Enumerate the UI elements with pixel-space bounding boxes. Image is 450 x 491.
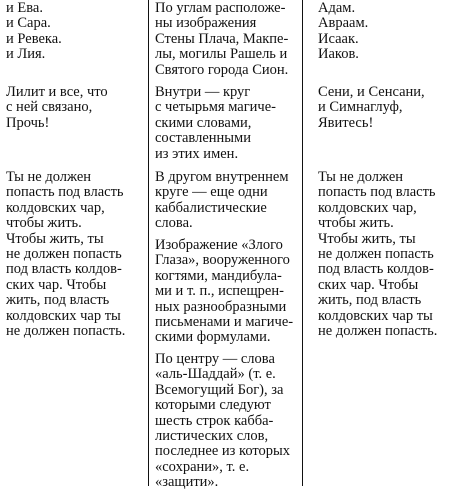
evil-eye-block: [155, 238, 294, 346]
text-line: ных разнообразными: [155, 298, 287, 315]
lilith-block: [6, 85, 140, 131]
text-line: чтобы жить.: [6, 215, 82, 232]
text-line: и Ева.: [6, 0, 43, 16]
curse-block-left: [6, 170, 140, 339]
text-line: Адам.: [318, 0, 356, 16]
text-line: колдовских чар,: [6, 199, 105, 216]
text-line: с четырьмя магиче-: [155, 99, 276, 116]
text-line: когтями, мандибула-: [155, 267, 282, 284]
text-line: и Симнаглуф,: [318, 99, 403, 116]
text-line: Авраам.: [318, 15, 369, 32]
text-line: которыми следуют: [155, 397, 271, 414]
corner-images-block: [155, 1, 294, 78]
text-line: Глаза», вооруженного: [155, 252, 290, 269]
text-line: каббалистические: [155, 199, 267, 216]
text-line: листических слов,: [155, 428, 269, 445]
center-words-block: [155, 352, 294, 491]
text-line: ны изображения: [155, 15, 257, 32]
text-line: жить, под власть: [318, 292, 422, 309]
column-left: [0, 0, 140, 488]
text-line: составленными: [155, 130, 251, 147]
text-line: попасть под власть: [6, 184, 124, 201]
text-line: попасть под власть: [318, 184, 436, 201]
text-line: колдовских чар ты: [318, 307, 433, 324]
text-line: Внутри — круг: [155, 84, 251, 100]
text-line: Святого города Сион.: [155, 61, 289, 78]
text-line: скими словами,: [155, 114, 252, 131]
text-line: ских чар. Чтобы: [6, 276, 107, 293]
text-line: Ты не должен: [6, 169, 92, 185]
column-divider-left: [148, 0, 149, 486]
text-line: Чтобы жить, ты: [6, 230, 104, 247]
text-line: колдовских чар,: [318, 199, 417, 216]
text-line: из этих имен.: [155, 145, 239, 162]
text-line: Всемогущий Бог), за: [155, 381, 284, 398]
text-line: и Сара.: [6, 15, 51, 32]
text-line: Чтобы жить, ты: [318, 230, 416, 247]
inner-circle-block: [155, 85, 294, 162]
text-line: Сени, и Сенсани,: [318, 84, 425, 100]
text-line: Лилит и все, что: [6, 84, 108, 100]
text-line: «защити».: [155, 474, 219, 491]
text-line: под власть колдов-: [318, 261, 434, 278]
text-line: лы, могилы Рашель и: [155, 46, 288, 63]
text-line: Иаков.: [318, 46, 359, 63]
text-line: Исаак.: [318, 30, 359, 47]
text-line: Стены Плача, Макпе-: [155, 30, 289, 47]
text-line: Явитесь!: [318, 114, 374, 131]
text-line: Прочь!: [6, 114, 50, 131]
text-line: По центру — слова: [155, 351, 275, 367]
text-line: не должен попасть: [6, 246, 122, 263]
column-right: [305, 0, 450, 488]
text-line: шесть строк кабба-: [155, 412, 274, 429]
matriarch-names-block: [6, 1, 140, 63]
text-line: не должен попасть: [318, 246, 434, 263]
text-line: письменами и магиче-: [155, 314, 294, 331]
text-line: скими формулами.: [155, 329, 271, 346]
text-line: В другом внутреннем: [155, 169, 289, 185]
curse-block-right: [318, 170, 450, 339]
text-line: круге — еще одни: [155, 184, 268, 201]
text-line: колдовских чар ты: [6, 307, 121, 324]
column-divider-right: [302, 0, 303, 486]
patriarch-names-block: [318, 1, 450, 63]
text-line: Изображение «Злого: [155, 237, 283, 253]
text-line: Ты не должен: [318, 169, 404, 185]
text-line: и Лия.: [6, 46, 46, 63]
text-line: не должен попасть.: [318, 323, 438, 340]
text-line: с ней связано,: [6, 99, 93, 116]
text-line: ми и т. п., испещрен-: [155, 283, 284, 300]
text-line: не должен попасть.: [6, 323, 126, 340]
text-line: По углам расположе-: [155, 0, 286, 16]
text-line: под власть колдов-: [6, 261, 122, 278]
text-line: слова.: [155, 215, 193, 232]
text-line: «сохрани», т. е.: [155, 458, 250, 475]
text-line: и Ревека.: [6, 30, 62, 47]
text-line: последнее из которых: [155, 443, 291, 460]
text-line: «аль-Шаддай» (т. е.: [155, 366, 276, 383]
text-line: чтобы жить.: [318, 215, 394, 232]
text-line: ских чар. Чтобы: [318, 276, 419, 293]
text-line: жить, под власть: [6, 292, 110, 309]
angels-block: [318, 85, 450, 131]
other-circle-block: [155, 170, 294, 232]
column-middle: [150, 0, 294, 491]
